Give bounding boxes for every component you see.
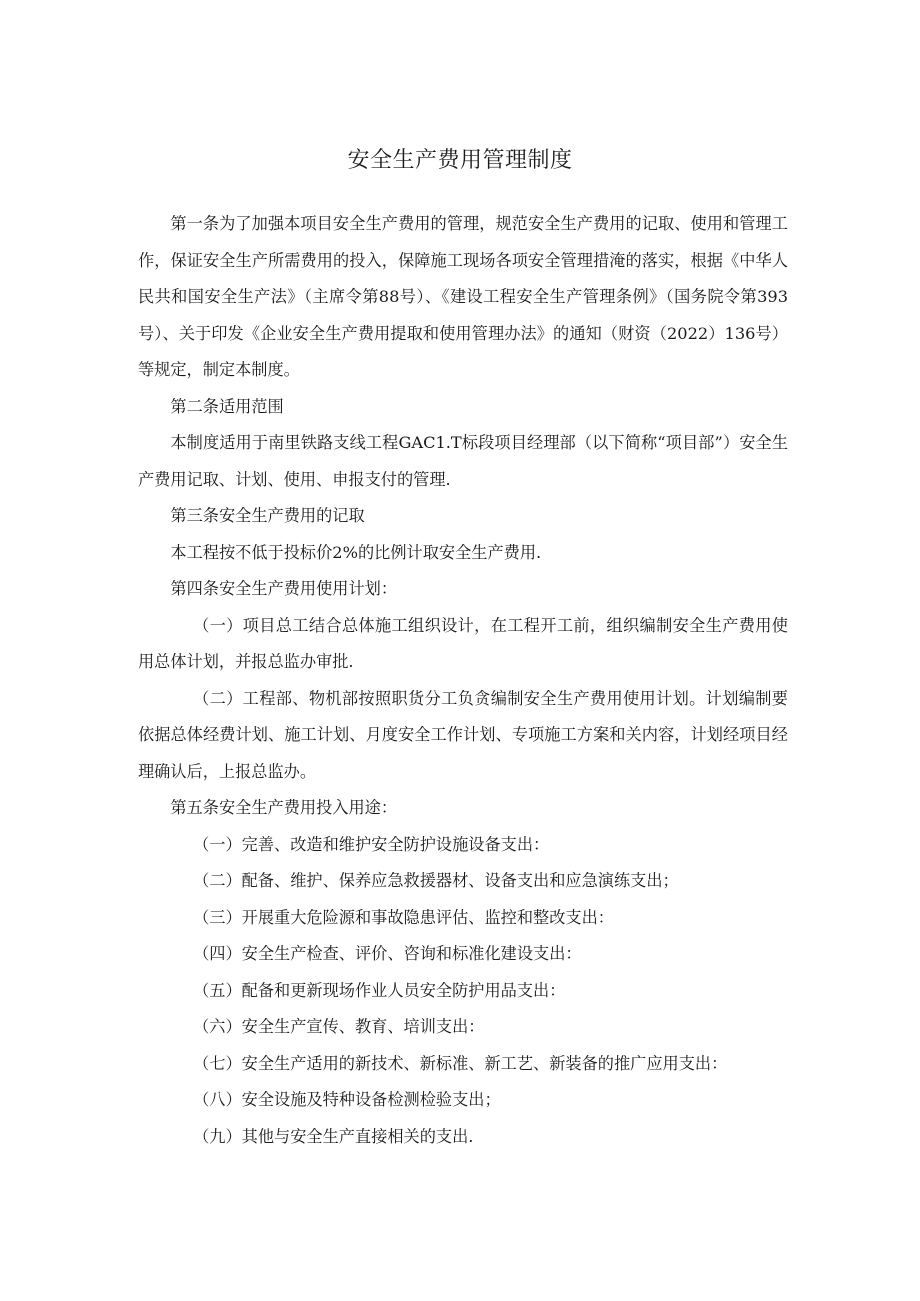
article-5-item-8: （八）安全设施及特种设备检测检验支出； — [193, 1090, 501, 1109]
article-4-item-2: （二）工程部、物机部按照职货分工负贪编制安全生产费用使用计划。计划编制要依据总体经费计划、施工计划、月度安全工作计划、专项施工方案和关内容，计划经项目经理确认后，上报总监办。 — [138, 688, 788, 781]
document-title: 安全生产费用管理制度 — [347, 148, 573, 173]
article-2-heading: 第二条适用范围 — [170, 396, 284, 416]
article-5-item-6: （六）安全生产宣传、教育、培训支出： — [193, 1017, 485, 1036]
article-5-heading: 第五条安全生产费用投入用途： — [170, 798, 398, 817]
article-5-item-7: （七）安全生产适用的新技术、新标准、新工艺、新装备的推广应用支出： — [193, 1053, 728, 1073]
article-5-item-5: （五）配备和更新现场作业人员安全防护用品支出： — [193, 980, 566, 1000]
article-4-heading: 第四条安全生产费用使用计划： — [170, 579, 398, 598]
article-5-item-4: （四）安全生产检查、评价、咨询和标准化建设支出： — [193, 944, 582, 963]
article-3-paragraph: 本工程按不低于投标价2%的比例计取安全生产费用. — [170, 542, 542, 562]
article-5-item-1: （一）完善、改造和维护安全防护设施设备支出： — [193, 834, 550, 854]
article-2-paragraph: 本制度适用于南里铁路支线工程GAC1.T标段项目经理部（以下简称“项目部”）安全生产费用记取、计划、使用、申报支付的管理. — [138, 433, 788, 489]
document-body — [138, 206, 788, 1155]
article-1-paragraph: 第一条为了加强本项目安全生产费用的管理，规范安全生产费用的记取、使用和管理工作，保证安全生产所需费用的投入，保障施工现场各项安全管理措淹的落实，根据《中华人民共和国安全生产法》（主席令第88号）、《建设工程安全生产管理条例》（国务院令第393号）、关于印发《企业安全生产费用提取和使用管理办法》的通知（财资（2022）136号）等规定，制定本制度。 — [138, 214, 788, 379]
article-4-item-1: （一）项目总工结合总体施工组织设计，在工程开工前，组织编制安全生产费用使用总体计划，并报总监办审批. — [138, 615, 788, 671]
article-5-item-9: （九）其他与安全生产直接相关的支出. — [193, 1126, 474, 1146]
article-3-heading: 第三条安全生产费用的记取 — [170, 506, 365, 525]
article-5-item-3: （三）开展重大危险源和事故隐患评估、监控和整改支出： — [193, 907, 614, 927]
article-5-item-2: （二）配备、维护、保养应急救援器材、设备支出和应急演练支出； — [193, 871, 679, 890]
